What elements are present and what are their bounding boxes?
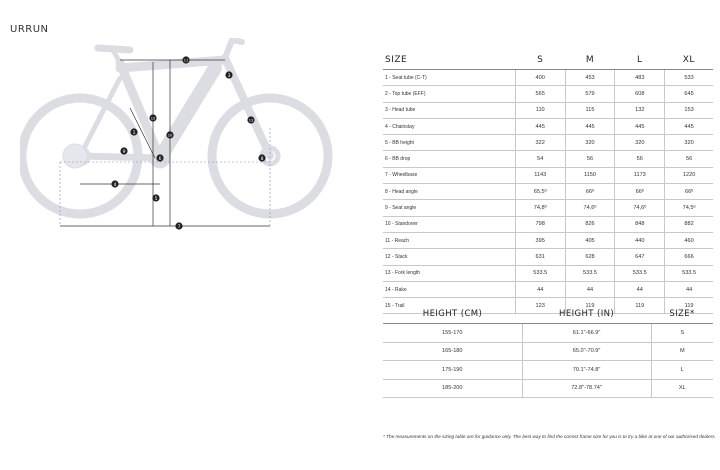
size-cell: XL bbox=[651, 379, 713, 398]
measurement-label: 3 - Head tube bbox=[383, 102, 515, 118]
height-in-header: HEIGHT (IN) bbox=[522, 305, 651, 324]
measurement-value: 848 bbox=[615, 216, 665, 232]
marker-10 bbox=[166, 131, 173, 138]
table-row bbox=[383, 361, 713, 380]
measurement-value: 66º bbox=[565, 184, 615, 200]
measurement-value: 533.5 bbox=[565, 265, 615, 281]
measurement-value: 44 bbox=[615, 281, 665, 297]
table-row bbox=[383, 135, 713, 151]
measurement-label: 8 - Head angle bbox=[383, 184, 515, 200]
geometry-header-row bbox=[383, 50, 713, 70]
measurement-value: 66º bbox=[615, 184, 665, 200]
height-in-cell: 65.0"-70.9" bbox=[522, 342, 651, 361]
table-row bbox=[383, 342, 713, 361]
measurement-value: 44 bbox=[565, 281, 615, 297]
measurement-value: 110 bbox=[515, 102, 565, 118]
measurement-value: 320 bbox=[565, 135, 615, 151]
marker-13 bbox=[247, 116, 254, 123]
height-cm-cell: 185-200 bbox=[383, 379, 522, 398]
size-column-header: SIZE bbox=[383, 50, 515, 70]
measurement-value: 320 bbox=[615, 135, 665, 151]
measurement-label: 15 - Trail bbox=[383, 298, 515, 314]
measurement-value: 445 bbox=[665, 118, 713, 134]
measurement-value: 115 bbox=[565, 102, 615, 118]
size-header-l: L bbox=[615, 50, 665, 70]
table-row bbox=[383, 102, 713, 118]
measurement-value: 647 bbox=[615, 249, 665, 265]
svg-text:11: 11 bbox=[183, 58, 189, 63]
table-row bbox=[383, 200, 713, 216]
svg-text:6: 6 bbox=[158, 156, 162, 162]
measurement-value: 579 bbox=[565, 86, 615, 102]
marker-11 bbox=[182, 56, 189, 63]
height-in-cell: 61.1"-66.9" bbox=[522, 324, 651, 343]
svg-text:7: 7 bbox=[177, 224, 181, 230]
measurement-value: 882 bbox=[665, 216, 713, 232]
size-header-m: M bbox=[565, 50, 615, 70]
measurement-value: 395 bbox=[515, 232, 565, 248]
svg-text:9: 9 bbox=[122, 149, 126, 155]
svg-text:5: 5 bbox=[154, 196, 158, 202]
size-cell: L bbox=[651, 361, 713, 380]
measurement-label: 2 - Top tube (EFF) bbox=[383, 86, 515, 102]
measurement-label: 4 - Chainstay bbox=[383, 118, 515, 134]
measurement-value: 1173 bbox=[615, 167, 665, 183]
marker-4 bbox=[111, 180, 118, 187]
measurement-value: 608 bbox=[615, 86, 665, 102]
measurement-value: 445 bbox=[615, 118, 665, 134]
sizing-table bbox=[383, 305, 713, 398]
measurement-value: 483 bbox=[615, 70, 665, 86]
measurement-label: 6 - BB drop bbox=[383, 151, 515, 167]
height-cm-cell: 165-180 bbox=[383, 342, 522, 361]
size-cell: M bbox=[651, 342, 713, 361]
measurement-value: 74,6º bbox=[615, 200, 665, 216]
height-cm-cell: 155-170 bbox=[383, 324, 522, 343]
measurement-value: 74,8º bbox=[515, 200, 565, 216]
measurement-value: 56 bbox=[615, 151, 665, 167]
measurement-value: 1143 bbox=[515, 167, 565, 183]
measurement-value: 54 bbox=[515, 151, 565, 167]
measurement-value: 1220 bbox=[665, 167, 713, 183]
measurement-value: 132 bbox=[615, 102, 665, 118]
size-header: SIZE* bbox=[651, 305, 713, 324]
measurement-value: 65,5º bbox=[515, 184, 565, 200]
measurement-value: 119 bbox=[665, 298, 713, 314]
measurement-label: 12 - Stack bbox=[383, 249, 515, 265]
measurement-value: 565 bbox=[515, 86, 565, 102]
table-row bbox=[383, 232, 713, 248]
measurement-value: 322 bbox=[515, 135, 565, 151]
measurement-label: 14 - Rake bbox=[383, 281, 515, 297]
table-row bbox=[383, 70, 713, 86]
measurement-value: 533.5 bbox=[515, 265, 565, 281]
size-header-s: S bbox=[515, 50, 565, 70]
measurement-value: 123 bbox=[515, 298, 565, 314]
measurement-label: 1 - Seat tube (C-T) bbox=[383, 70, 515, 86]
table-row bbox=[383, 216, 713, 232]
measurement-value: 400 bbox=[515, 70, 565, 86]
model-name: URRUN bbox=[10, 24, 49, 35]
table-row bbox=[383, 151, 713, 167]
measurement-value: 628 bbox=[565, 249, 615, 265]
measurement-value: 631 bbox=[515, 249, 565, 265]
table-row bbox=[383, 249, 713, 265]
measurement-label: 11 - Reach bbox=[383, 232, 515, 248]
measurement-value: 460 bbox=[665, 232, 713, 248]
measurement-value: 66º bbox=[665, 184, 713, 200]
sizing-header-row bbox=[383, 305, 713, 324]
measurement-value: 56 bbox=[565, 151, 615, 167]
svg-text:12: 12 bbox=[150, 116, 156, 121]
table-row bbox=[383, 324, 713, 343]
measurement-value: 798 bbox=[515, 216, 565, 232]
measurement-value: 445 bbox=[565, 118, 615, 134]
height-in-cell: 70.1"-74.8" bbox=[522, 361, 651, 380]
measurement-label: 10 - Standover bbox=[383, 216, 515, 232]
table-row bbox=[383, 379, 713, 398]
measurement-value: 533.5 bbox=[615, 265, 665, 281]
measurement-value: 44 bbox=[515, 281, 565, 297]
measurement-value: 119 bbox=[565, 298, 615, 314]
marker-5 bbox=[152, 194, 159, 201]
measurement-value: 666 bbox=[665, 249, 713, 265]
measurement-value: 645 bbox=[665, 86, 713, 102]
bike-geometry-diagram bbox=[20, 38, 360, 238]
marker-7 bbox=[175, 222, 182, 229]
svg-text:3: 3 bbox=[227, 73, 231, 79]
measurement-value: 119 bbox=[615, 298, 665, 314]
marker-12 bbox=[149, 114, 156, 121]
measurement-value: 74,6º bbox=[565, 200, 615, 216]
measurement-value: 1150 bbox=[565, 167, 615, 183]
measurement-value: 445 bbox=[515, 118, 565, 134]
measurement-value: 826 bbox=[565, 216, 615, 232]
height-cm-header: HEIGHT (CM) bbox=[383, 305, 522, 324]
measurement-label: 13 - Fork length bbox=[383, 265, 515, 281]
measurement-value: 453 bbox=[565, 70, 615, 86]
measurement-value: 533.5 bbox=[665, 265, 713, 281]
svg-text:13: 13 bbox=[248, 118, 254, 123]
table-row bbox=[383, 184, 713, 200]
measurement-value: 440 bbox=[615, 232, 665, 248]
measurement-value: 320 bbox=[665, 135, 713, 151]
measurement-value: 153 bbox=[665, 102, 713, 118]
size-header-xl: XL bbox=[665, 50, 713, 70]
measurement-label: 5 - BB height bbox=[383, 135, 515, 151]
measurement-label: 9 - Seat angle bbox=[383, 200, 515, 216]
table-row bbox=[383, 167, 713, 183]
table-row bbox=[383, 265, 713, 281]
measurement-label: 7 - Wheelbase bbox=[383, 167, 515, 183]
measurement-value: 405 bbox=[565, 232, 615, 248]
geometry-table bbox=[383, 50, 713, 314]
size-cell: S bbox=[651, 324, 713, 343]
measurement-value: 44 bbox=[665, 281, 713, 297]
measurement-value: 56 bbox=[665, 151, 713, 167]
table-row bbox=[383, 281, 713, 297]
measurement-value: 533 bbox=[665, 70, 713, 86]
svg-text:4: 4 bbox=[113, 182, 117, 188]
table-row bbox=[383, 118, 713, 134]
svg-text:10: 10 bbox=[167, 133, 173, 138]
height-cm-cell: 175-190 bbox=[383, 361, 522, 380]
svg-text:1: 1 bbox=[132, 130, 136, 136]
measurement-value: 74,5º bbox=[665, 200, 713, 216]
footnote: * The measurements on the sizing table are for guidance only. The best way to find the correct frame size for you is to try a bike at one of our authorised dealers. bbox=[383, 434, 716, 439]
table-row bbox=[383, 86, 713, 102]
svg-text:8: 8 bbox=[260, 156, 264, 162]
height-in-cell: 72.8"-78.74" bbox=[522, 379, 651, 398]
